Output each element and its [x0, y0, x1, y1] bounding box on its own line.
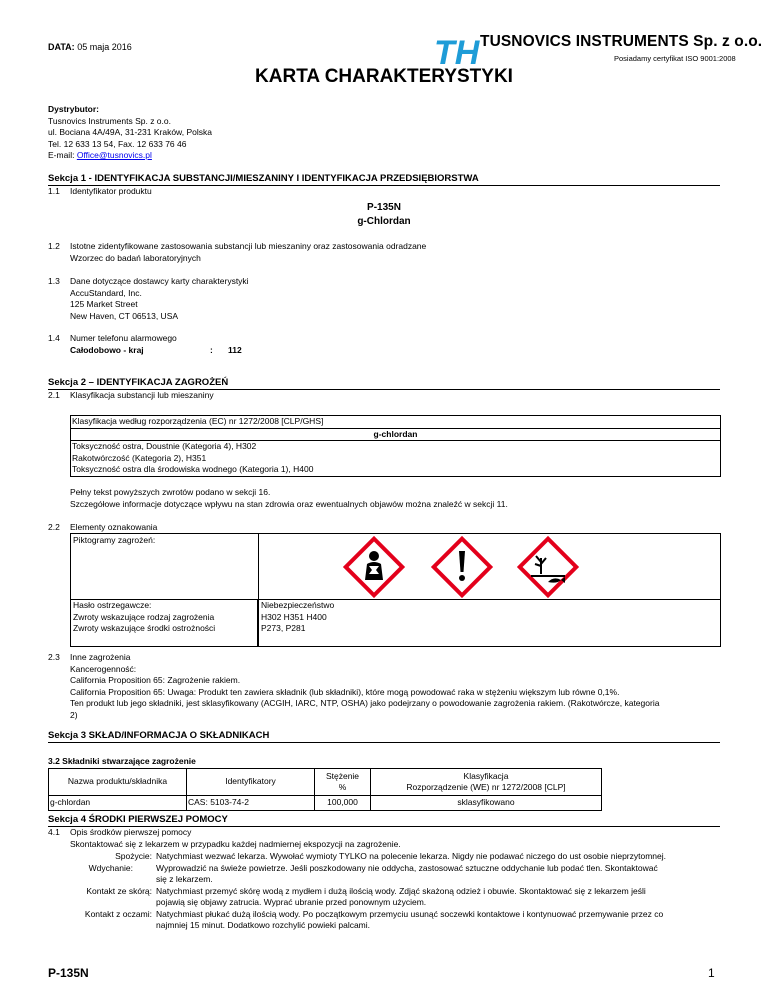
s12-number: 1.2: [48, 241, 60, 251]
s12-value: Wzorzec do badań laboratoryjnych: [70, 252, 201, 263]
emergency-number: 112: [228, 344, 242, 355]
s23-label: Inne zagrożenia: [70, 652, 131, 662]
logo-letters: TH: [434, 34, 480, 70]
supplier-city: New Haven, CT 06513, USA: [70, 310, 179, 321]
section1-heading: Sekcja 1 - IDENTYFIKACJA SUBSTANCJI/MIESZANINY I IDENTYFIKACJA PRZEDSIĘBIORSTWA: [48, 173, 720, 186]
s23-number: 2.3: [48, 652, 60, 662]
other-hazard-line: California Proposition 65: Zagrożenie rakiem.: [70, 675, 241, 685]
s12-label: Istotne zidentyfikowane zastosowania substancji lub mieszaniny oraz zastosowania odradzane: [70, 241, 427, 251]
note-section11: Szczegółowe informacje dotyczące wpływu na stan zdrowia oraz ewentualnych objawów można znaleźć w sekcji 11.: [70, 498, 508, 509]
inhale-text: [156, 863, 720, 886]
s21-number: 2.1: [48, 390, 60, 400]
other-hazard-line: Kancerogenność:: [70, 663, 137, 674]
first-aid-swallow: [70, 851, 720, 863]
distributor-label: Dystrybutor:: [48, 104, 100, 114]
section3-heading: Sekcja 3 SKŁAD/INFORMACJA O SKŁADNIKACH: [48, 730, 720, 743]
eye-text-line: najmniej 15 minut. Dodatkowo rozchylić powieki palcami.: [156, 920, 371, 930]
product-code: P-135N: [367, 202, 401, 213]
table-row: [49, 796, 602, 811]
s12-block: [70, 241, 426, 264]
inhale-text-line: się z lekarzem.: [156, 874, 213, 884]
concentration-label: Stężenie: [325, 770, 360, 781]
classification-line: Rakotwórczość (Kategoria 2), H351: [72, 452, 207, 463]
s13-label: Dane dotyczące dostawcy karty charakterystyki: [70, 276, 249, 286]
supplier-name: AccuStandard, Inc.: [70, 287, 142, 298]
cell-identifier: CAS: 5103-74-2: [187, 796, 315, 811]
label-elements-right-col: [258, 599, 721, 647]
swallow-text: Natychmiast wezwać lekarza. Wywołać wymioty TYLKO na polecenie lekarza. Nigdy nie podawać niczego do ust osobie nieprzytomnej.: [156, 851, 667, 861]
classification-line: Toksyczność ostra dla środowiska wodnego (Kategoria 1), H400: [72, 464, 314, 474]
distributor-name: Tusnovics Instruments Sp. z o.o.: [48, 115, 171, 126]
classification-regulation: Rozporządzenie (WE) nr 1272/2008 [CLP]: [406, 782, 566, 792]
s22-number: 2.2: [48, 522, 60, 532]
s11-number: 1.1: [48, 186, 60, 196]
first-aid-eyes: [70, 909, 720, 932]
label-elements-left-col: [71, 599, 258, 647]
emergency-label: Całodobowo - kraj: [70, 344, 144, 355]
pictograms-label: Piktogramy zagrożeń:: [73, 535, 156, 545]
hazard-statements-label: Zwroty wskazujące rodzaj zagrożenia: [73, 611, 215, 622]
health-hazard-icon: [343, 536, 405, 598]
distributor-email-line: [48, 150, 212, 162]
distributor-phone: Tel. 12 633 13 54, Fax. 12 633 76 46: [48, 138, 187, 149]
other-hazard-line: Ten produkt lub jego składniki, jest sklasyfikowany (ACGIH, IARC, NTP, OSHA) jako podejrzany o powodowanie zagrożenia rakiem. (Rakotwórcze, kategoria: [70, 698, 660, 708]
precautionary-statements-label: Zwroty wskazujące środki ostrożności: [73, 623, 216, 633]
page-number: 1: [708, 966, 715, 980]
other-hazard-line: California Proposition 65: Uwaga: Produkt ten zawiera składnik (lub składniki), które mogą powodować raka w stężeniu większym lub równe 0,1%.: [70, 686, 620, 697]
s23-block: [70, 652, 720, 721]
precautionary-statements-value: P273, P281: [261, 623, 306, 633]
s14-label: Numer telefonu alarmowego: [70, 333, 177, 343]
table-header-row: [49, 769, 602, 796]
col-header-concentration: [315, 769, 371, 796]
eye-label: Kontakt z oczami:: [84, 908, 152, 919]
iso-certificate: Posiadamy certyfikat ISO 9001:2008: [614, 54, 736, 63]
distributor-address: ul. Bociana 4A/49A, 31-231 Kraków, Polska: [48, 127, 212, 137]
s11-label: Identyfikator produktu: [70, 186, 152, 196]
exclamation-mark-icon: [431, 536, 493, 598]
col-header-classification: [371, 769, 602, 796]
supplier-street: 125 Market Street: [70, 299, 138, 309]
company-name: TUSNOVICS INSTRUMENTS Sp. z o.o.: [480, 33, 763, 50]
email-link[interactable]: Office@tusnovics.pl: [76, 150, 152, 160]
skin-label: Kontakt ze skórą:: [86, 885, 152, 896]
environment-hazard-icon: [517, 536, 579, 598]
email-label: E-mail:: [48, 150, 75, 160]
eye-text: [156, 909, 720, 932]
section4-heading: Sekcja 4 ŚRODKI PIERWSZEJ POMOCY: [48, 814, 720, 827]
s41-block: [70, 827, 401, 850]
s22-label: Elementy oznakowania: [70, 522, 158, 532]
classification-box: [70, 415, 721, 477]
section2-notes: [70, 487, 508, 510]
footer-product-code: P-135N: [48, 966, 89, 980]
eye-text-line: Natychmiast płukać dużą ilością wody. Po początkowym przemyciu usunąć soczewki kontaktowe i kontynuować przemywanie przez co: [156, 908, 664, 919]
product-identifier: [0, 201, 768, 229]
document-date: [48, 42, 132, 52]
first-aid-inhale: [70, 863, 720, 886]
s41-label: Opis środków pierwszej pomocy: [70, 827, 192, 837]
classification-substance: g-chlordan: [71, 429, 720, 442]
signal-word-value: Niebezpieczeństwo: [261, 600, 335, 610]
date-label: DATA:: [48, 42, 75, 52]
distributor-block: [48, 104, 212, 162]
classification-header: Klasyfikacja według rozporządzenia (EC) nr 1272/2008 [CLP/GHS]: [71, 416, 720, 429]
col-header-identifiers: Identyfikatory: [187, 769, 315, 796]
col-header-name: Nazwa produktu/składnika: [49, 769, 187, 796]
classification-label: Klasyfikacja: [463, 770, 509, 781]
classification-line: Toksyczność ostra, Doustnie (Kategoria 4), H302: [72, 441, 257, 451]
inhale-text-line: Wyprowadzić na świeże powietrze. Jeśli poszkodowany nie oddycha, zastosować sztuczne oddychanie lub podać tlen. Skontaktować: [156, 862, 658, 873]
product-name: g-Chlordan: [357, 216, 411, 227]
cell-classification: sklasyfikowano: [371, 796, 602, 811]
emergency-colon: :: [210, 344, 213, 355]
skin-text-line: Natychmiast przemyć skórę wodą z mydłem i dużą ilością wody. Zdjąć skażoną odzież i obuwie. Skontaktować się z lekarzem jeśli: [156, 885, 646, 896]
first-aid-skin: [70, 886, 720, 909]
label-elements-table: [70, 533, 721, 647]
cell-concentration: 100,000: [315, 796, 371, 811]
ingredients-table: [48, 768, 602, 811]
skin-text-line: pojawią się objawy zatrucia. Wyprać ubranie przed ponownym użyciem.: [156, 897, 427, 907]
other-hazard-line: 2): [70, 709, 78, 720]
concentration-unit: %: [338, 782, 347, 792]
section2-heading: Sekcja 2 – IDENTYFIKACJA ZAGROŻEŃ: [48, 377, 720, 390]
emergency-line: [70, 344, 242, 357]
date-value: 05 maja 2016: [77, 42, 132, 52]
note-section16: Pełny tekst powyższych zwrotów podano w sekcji 16.: [70, 487, 271, 497]
signal-word-label: Hasło ostrzegawcze:: [73, 600, 152, 610]
company-logo: [432, 30, 484, 70]
s13-block: [70, 276, 249, 322]
first-aid-measures: [70, 851, 720, 932]
cell-name: g-chlordan: [49, 796, 187, 811]
inhale-label: Wdychanie:: [88, 862, 133, 873]
hazard-statements-value: H302 H351 H400: [261, 611, 327, 622]
s32-heading: 3.2 Składniki stwarzające zagrożenie: [48, 756, 196, 766]
skin-text: [156, 886, 720, 909]
s14-block: [70, 333, 242, 357]
pictograms-cell: [258, 534, 721, 599]
s13-number: 1.3: [48, 276, 60, 286]
s21-label: Klasyfikacja substancji lub mieszaniny: [70, 390, 214, 400]
document-title: KARTA CHARAKTERYSTYKI: [255, 66, 513, 87]
swallow-label: Spożycie:: [115, 851, 152, 861]
s14-number: 1.4: [48, 333, 60, 343]
first-aid-intro: Skontaktować się z lekarzem w przypadku każdej nadmiernej ekspozycji na zagrożenie.: [70, 838, 401, 849]
s41-number: 4.1: [48, 827, 60, 837]
